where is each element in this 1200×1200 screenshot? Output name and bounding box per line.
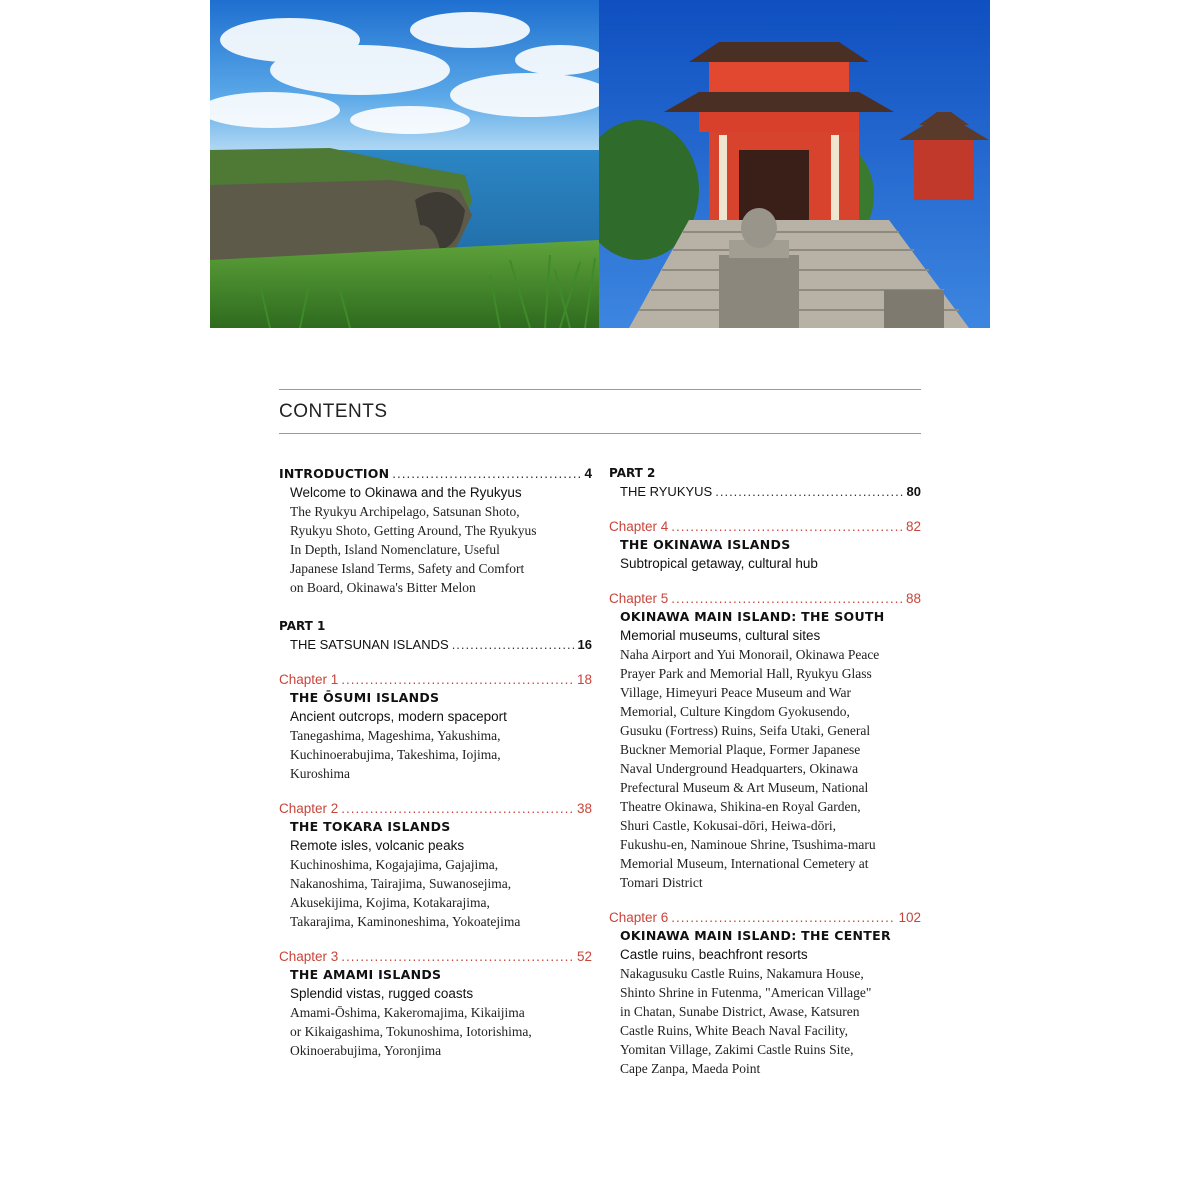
desc-line: Naha Airport and Yui Monorail, Okinawa Peace xyxy=(620,647,880,662)
page-number: 18 xyxy=(576,672,592,687)
desc-line: Memorial Museum, International Cemetery at xyxy=(620,856,869,871)
chapter-row xyxy=(609,589,921,608)
part-label: PART 1 xyxy=(279,619,326,633)
page-number: 4 xyxy=(584,466,592,481)
page-number: 38 xyxy=(576,801,592,816)
chapter-title: THE TOKARA ISLANDS xyxy=(290,819,451,834)
desc-line: on Board, Okinawa's Bitter Melon xyxy=(290,580,476,595)
intro-title: INTRODUCTION xyxy=(279,466,390,481)
desc-line: Memorial, Culture Kingdom Gyokusendo, xyxy=(620,704,850,719)
page-number: 88 xyxy=(905,591,921,606)
desc-line: The Ryukyu Archipelago, Satsunan Shoto, xyxy=(290,504,520,519)
desc-line: Shuri Castle, Kokusai-dōri, Heiwa-dōri, xyxy=(620,818,836,833)
desc-line: Nakagusuku Castle Ruins, Nakamura House, xyxy=(620,966,864,981)
chapter-title: OKINAWA MAIN ISLAND: THE CENTER xyxy=(620,928,891,943)
desc-line: Tanegashima, Mageshima, Yakushima, xyxy=(290,728,501,743)
desc-line: in Chatan, Sunabe District, Awase, Katsuren xyxy=(620,1004,860,1019)
intro-tagline: Welcome to Okinawa and the Ryukyus xyxy=(290,485,522,500)
desc-line: Takarajima, Kaminoneshima, Yokoatejima xyxy=(290,914,521,929)
chapter-desc xyxy=(279,726,592,783)
chapter-row xyxy=(609,908,921,927)
top-divider xyxy=(279,389,921,390)
part-row xyxy=(279,635,592,654)
part-label: PART 2 xyxy=(609,466,656,480)
chapter-tagline: Splendid vistas, rugged coasts xyxy=(290,986,474,1001)
chapter-desc xyxy=(279,1003,592,1060)
page-title: CONTENTS xyxy=(279,401,388,422)
chapter-row xyxy=(609,517,921,536)
toc-chapter-3[interactable] xyxy=(279,947,592,1060)
desc-line: Gusuku (Fortress) Ruins, Seifa Utaki, General xyxy=(620,723,871,738)
chapter-tagline: Memorial museums, cultural sites xyxy=(620,628,821,643)
page-number: 82 xyxy=(905,519,921,534)
desc-line: or Kikaigashima, Tokunoshima, Iotorishima, xyxy=(290,1024,532,1039)
leader-dots xyxy=(671,517,903,536)
desc-line: Village, Himeyuri Peace Museum and War xyxy=(620,685,852,700)
chapter-label: Chapter 3 xyxy=(279,949,339,964)
chapter-tagline: Ancient outcrops, modern spaceport xyxy=(290,709,507,724)
desc-line: Kuchinoerabujima, Takeshima, Iojima, xyxy=(290,747,501,762)
chapter-label: Chapter 1 xyxy=(279,672,339,687)
part-title: THE SATSUNAN ISLANDS xyxy=(290,637,449,652)
desc-line: Okinoerabujima, Yoronjima xyxy=(290,1043,442,1058)
intro-row xyxy=(279,464,592,483)
chapter-tagline: Remote isles, volcanic peaks xyxy=(290,838,465,853)
title-divider xyxy=(279,433,921,434)
leader-dots xyxy=(452,635,575,654)
chapter-desc xyxy=(609,964,921,1078)
toc-right-column xyxy=(609,464,921,1094)
chapter-label: Chapter 2 xyxy=(279,801,339,816)
desc-line: Shinto Shrine in Futenma, "American Village" xyxy=(620,985,872,1000)
desc-line: Nakanoshima, Tairajima, Suwanosejima, xyxy=(290,876,512,891)
page-number: 16 xyxy=(577,637,592,652)
toc-chapter-6[interactable] xyxy=(609,908,921,1078)
chapter-title: THE AMAMI ISLANDS xyxy=(290,967,442,982)
chapter-label: Chapter 5 xyxy=(609,591,669,606)
leader-dots xyxy=(341,947,574,966)
chapter-label: Chapter 4 xyxy=(609,519,669,534)
leader-dots xyxy=(341,799,574,818)
desc-line: Prefectural Museum & Art Museum, National xyxy=(620,780,869,795)
chapter-row xyxy=(279,670,592,689)
leader-dots xyxy=(671,908,895,927)
chapter-row xyxy=(279,947,592,966)
desc-line: In Depth, Island Nomenclature, Useful xyxy=(290,542,500,557)
chapter-title: THE OKINAWA ISLANDS xyxy=(620,537,791,552)
toc-chapter-1[interactable] xyxy=(279,670,592,783)
leader-dots xyxy=(392,464,581,483)
desc-line: Tomari District xyxy=(620,875,703,890)
toc-introduction[interactable] xyxy=(279,464,592,597)
desc-line: Cape Zanpa, Maeda Point xyxy=(620,1061,761,1076)
chapter-title: THE ŌSUMI ISLANDS xyxy=(290,690,440,705)
toc-part-1[interactable] xyxy=(279,617,592,654)
desc-line: Amami-Ōshima, Kakeromajima, Kikaijima xyxy=(290,1005,525,1020)
chapter-label: Chapter 6 xyxy=(609,910,669,925)
chapter-tagline: Castle ruins, beachfront resorts xyxy=(620,947,808,962)
intro-desc xyxy=(279,502,592,597)
desc-line: Japanese Island Terms, Safety and Comfort xyxy=(290,561,525,576)
desc-line: Buckner Memorial Plaque, Former Japanese xyxy=(620,742,861,757)
part-row xyxy=(609,482,921,501)
header-photos xyxy=(210,0,990,328)
chapter-row xyxy=(279,799,592,818)
desc-line: Theatre Okinawa, Shikina-en Royal Garden, xyxy=(620,799,861,814)
page-number: 102 xyxy=(898,910,921,925)
toc-chapter-2[interactable] xyxy=(279,799,592,931)
chapter-desc xyxy=(279,855,592,931)
page-number: 80 xyxy=(906,484,921,499)
coastal-cliff-photo xyxy=(210,0,599,328)
desc-line: Akusekijima, Kojima, Kotakarajima, xyxy=(290,895,490,910)
part-title: THE RYUKYUS xyxy=(620,484,713,499)
desc-line: Castle Ruins, White Beach Naval Facility, xyxy=(620,1023,848,1038)
leader-dots xyxy=(341,670,574,689)
desc-line: Fukushu-en, Naminoue Shrine, Tsushima-maru xyxy=(620,837,876,852)
desc-line: Yomitan Village, Zakimi Castle Ruins Site, xyxy=(620,1042,854,1057)
chapter-title: OKINAWA MAIN ISLAND: THE SOUTH xyxy=(620,609,885,624)
toc-chapter-4[interactable] xyxy=(609,517,921,573)
temple-gate-photo xyxy=(599,0,990,328)
leader-dots xyxy=(715,482,903,501)
leader-dots xyxy=(671,589,903,608)
toc-part-2[interactable] xyxy=(609,464,921,501)
desc-line: Kuroshima xyxy=(290,766,350,781)
desc-line: Prayer Park and Memorial Hall, Ryukyu Glass xyxy=(620,666,872,681)
chapter-tagline: Subtropical getaway, cultural hub xyxy=(620,556,818,571)
toc-left-column xyxy=(279,464,592,1076)
toc-chapter-5[interactable] xyxy=(609,589,921,892)
desc-line: Kuchinoshima, Kogajajima, Gajajima, xyxy=(290,857,499,872)
desc-line: Naval Underground Headquarters, Okinawa xyxy=(620,761,859,776)
chapter-desc xyxy=(609,645,921,892)
desc-line: Ryukyu Shoto, Getting Around, The Ryukyus xyxy=(290,523,537,538)
page-number: 52 xyxy=(576,949,592,964)
